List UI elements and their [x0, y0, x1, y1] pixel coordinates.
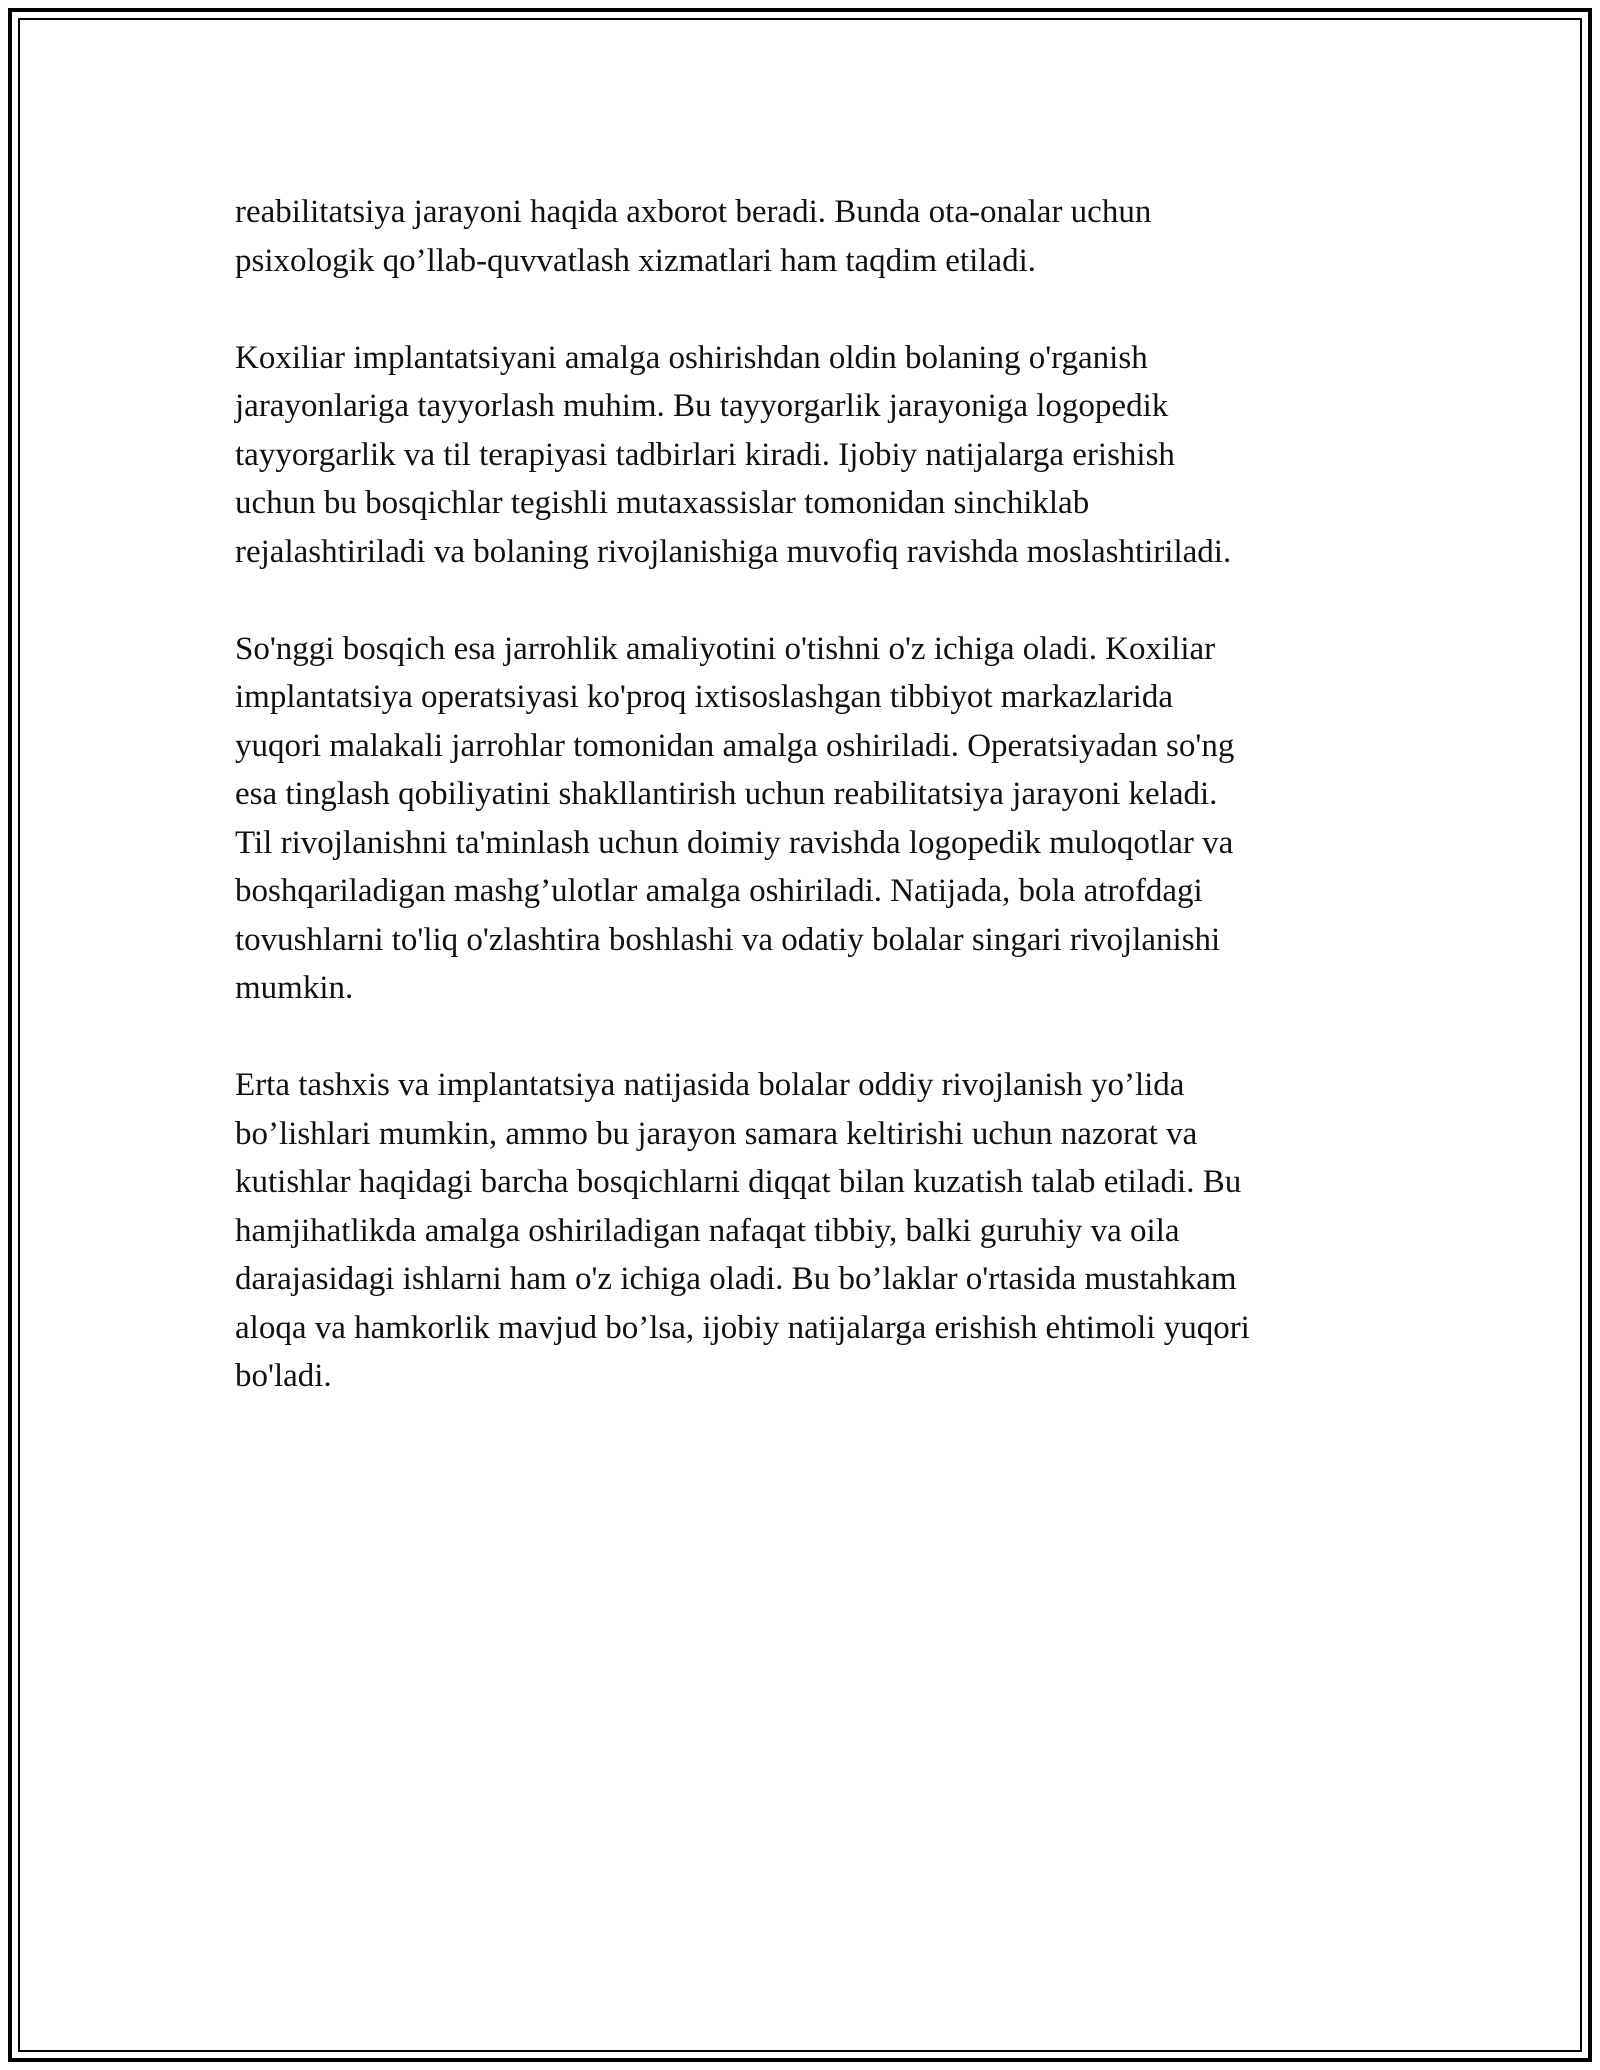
text-line: kutishlar haqidagi barcha bosqichlarni diqqat bilan kuzatish talab etiladi. Bu — [235, 1164, 1242, 1200]
document-body — [235, 188, 1375, 1401]
text-line: tovushlarni to'liq o'zlashtira boshlashi va odatiy bolalar singari rivojlanishi — [235, 921, 1221, 958]
text-line: jarayonlariga tayyorlash muhim. Bu tayyorgarlik jarayoniga logopedik — [235, 388, 1169, 424]
paragraph-2 — [235, 334, 1375, 577]
text-line: uchun bu bosqichlar tegishli mutaxassislar tomonidan sinchiklab — [235, 485, 1090, 521]
text-line: Koxiliar implantatsiyani amalga oshirishdan oldin bolaning o'rganish — [235, 339, 1148, 376]
text-line: rejalashtiriladi va bolaning rivojlanishiga muvofiq ravishda moslashtiriladi. — [235, 533, 1232, 570]
text-line: boshqariladigan mashg’ulotlar amalga oshiriladi. Natijada, bola atrofdagi — [235, 873, 1203, 909]
text-line: Til rivojlanishni ta'minlash uchun doimiy ravishda logopedik muloqotlar va — [235, 824, 1234, 861]
paragraph-gap — [235, 285, 1375, 334]
text-line: implantatsiya operatsiyasi ko'proq ixtisoslashgan tibbiyot markazlarida — [235, 679, 1173, 715]
text-line: yuqori malakali jarrohlar tomonidan amalga oshiriladi. Operatsiyadan so'ng — [235, 727, 1235, 764]
text-line: reabilitatsiya jarayoni haqida axborot beradi. Bunda ota-onalar uchun — [235, 194, 1152, 230]
paragraph-gap — [235, 1013, 1375, 1062]
text-line: aloqa va hamkorlik mavjud bo’lsa, ijobiy natijalarga erishish ehtimoli yuqori — [235, 1309, 1250, 1346]
paragraph-gap — [235, 576, 1375, 625]
text-line: Erta tashxis va implantatsiya natijasida bolalar oddiy rivojlanish yo’lida — [235, 1067, 1185, 1103]
paragraph-1 — [235, 188, 1375, 285]
text-line: mumkin. — [235, 970, 354, 1006]
text-line: So'nggi bosqich esa jarrohlik amaliyotini o'tishni o'z ichiga oladi. Koxiliar — [235, 630, 1216, 667]
text-line: darajasidagi ishlarni ham o'z ichiga oladi. Bu bo’laklar o'rtasida mustahkam — [235, 1261, 1237, 1297]
paragraph-3 — [235, 625, 1375, 1013]
text-line: psixologik qo’llab-quvvatlash xizmatlari ham taqdim etiladi. — [235, 242, 1036, 279]
text-line: hamjihatlikda amalga oshiriladigan nafaqat tibbiy, balki guruhiy va oila — [235, 1212, 1180, 1249]
text-line: bo'ladi. — [235, 1358, 332, 1394]
text-line: tayyorgarlik va til terapiyasi tadbirlari kiradi. Ijobiy natijalarga erishish — [235, 436, 1175, 473]
text-line: esa tinglash qobiliyatini shakllantirish uchun reabilitatsiya jarayoni keladi. — [235, 776, 1218, 812]
paragraph-4 — [235, 1061, 1375, 1401]
text-line: bo’lishlari mumkin, ammo bu jarayon samara keltirishi uchun nazorat va — [235, 1115, 1198, 1152]
